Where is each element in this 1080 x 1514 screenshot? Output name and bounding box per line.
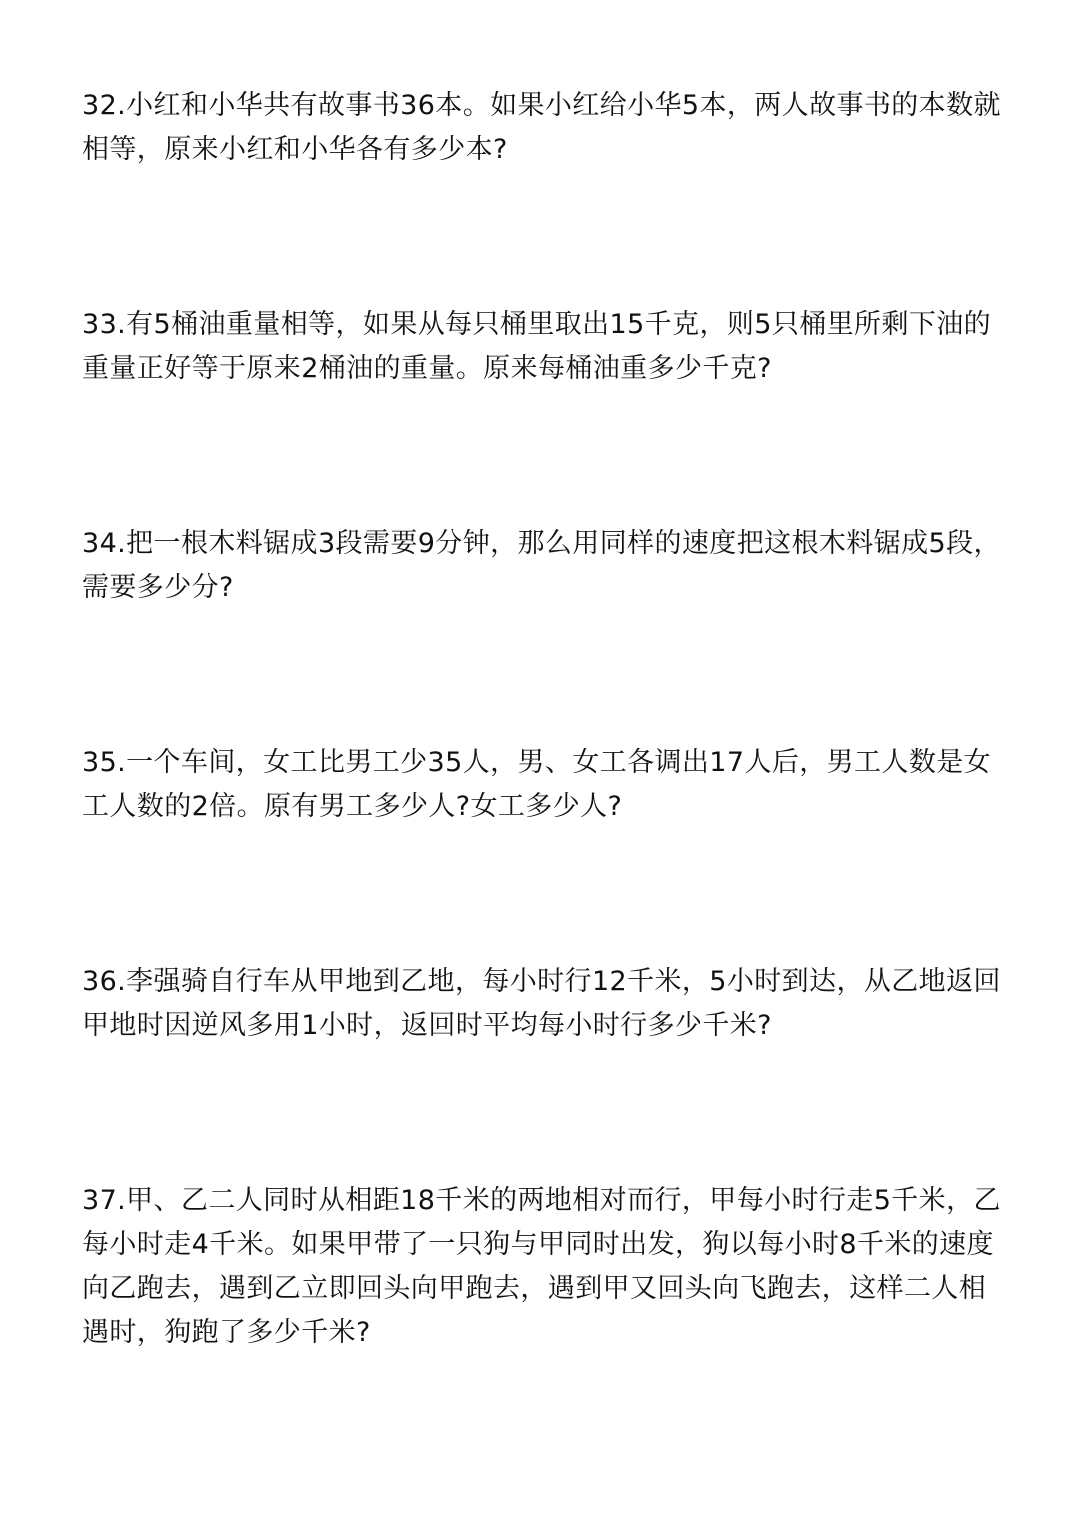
problem-text-line: 重量正好等于原来2桶油的重量。原来每桶油重多少千克? bbox=[82, 353, 772, 384]
problem-text-line: 向乙跑去，遇到乙立即回头向甲跑去，遇到甲又回头向飞跑去，这样二人相 bbox=[82, 1273, 987, 1304]
problem-text-line: 需要多少分? bbox=[82, 572, 234, 603]
problem-32 bbox=[82, 84, 1002, 172]
problem-36 bbox=[82, 960, 1002, 1048]
problem-text-line: 甲地时因逆风多用1小时，返回时平均每小时行多少千米? bbox=[82, 1010, 772, 1041]
problem-34 bbox=[82, 522, 1002, 610]
problem-text-line: 37.甲、乙二人同时从相距18千米的两地相对而行，甲每小时行走5千米，乙 bbox=[82, 1185, 1001, 1216]
problem-37 bbox=[82, 1179, 1002, 1355]
problem-text-line: 34.把一根木料锯成3段需要9分钟，那么用同样的速度把这根木料锯成5段， bbox=[82, 528, 1001, 559]
problem-text-line: 36.李强骑自行车从甲地到乙地，每小时行12千米，5小时到达，从乙地返回 bbox=[82, 966, 1001, 997]
problem-text-line: 33.有5桶油重量相等，如果从每只桶里取出15千克，则5只桶里所剩下油的 bbox=[82, 309, 992, 340]
problem-text-line: 相等，原来小红和小华各有多少本? bbox=[82, 134, 508, 165]
problem-35 bbox=[82, 741, 1002, 829]
problem-text-line: 35.一个车间，女工比男工少35人，男、女工各调出17人后，男工人数是女 bbox=[82, 747, 992, 778]
problem-text-line: 遇时，狗跑了多少千米? bbox=[82, 1317, 371, 1348]
problem-33 bbox=[82, 303, 1002, 391]
problem-text-line: 工人数的2倍。原有男工多少人?女工多少人? bbox=[82, 791, 623, 822]
problem-text-line: 32.小红和小华共有故事书36本。如果小红给小华5本，两人故事书的本数就 bbox=[82, 90, 1001, 121]
problem-text-line: 每小时走4千米。如果甲带了一只狗与甲同时出发，狗以每小时8千米的速度 bbox=[82, 1229, 994, 1260]
